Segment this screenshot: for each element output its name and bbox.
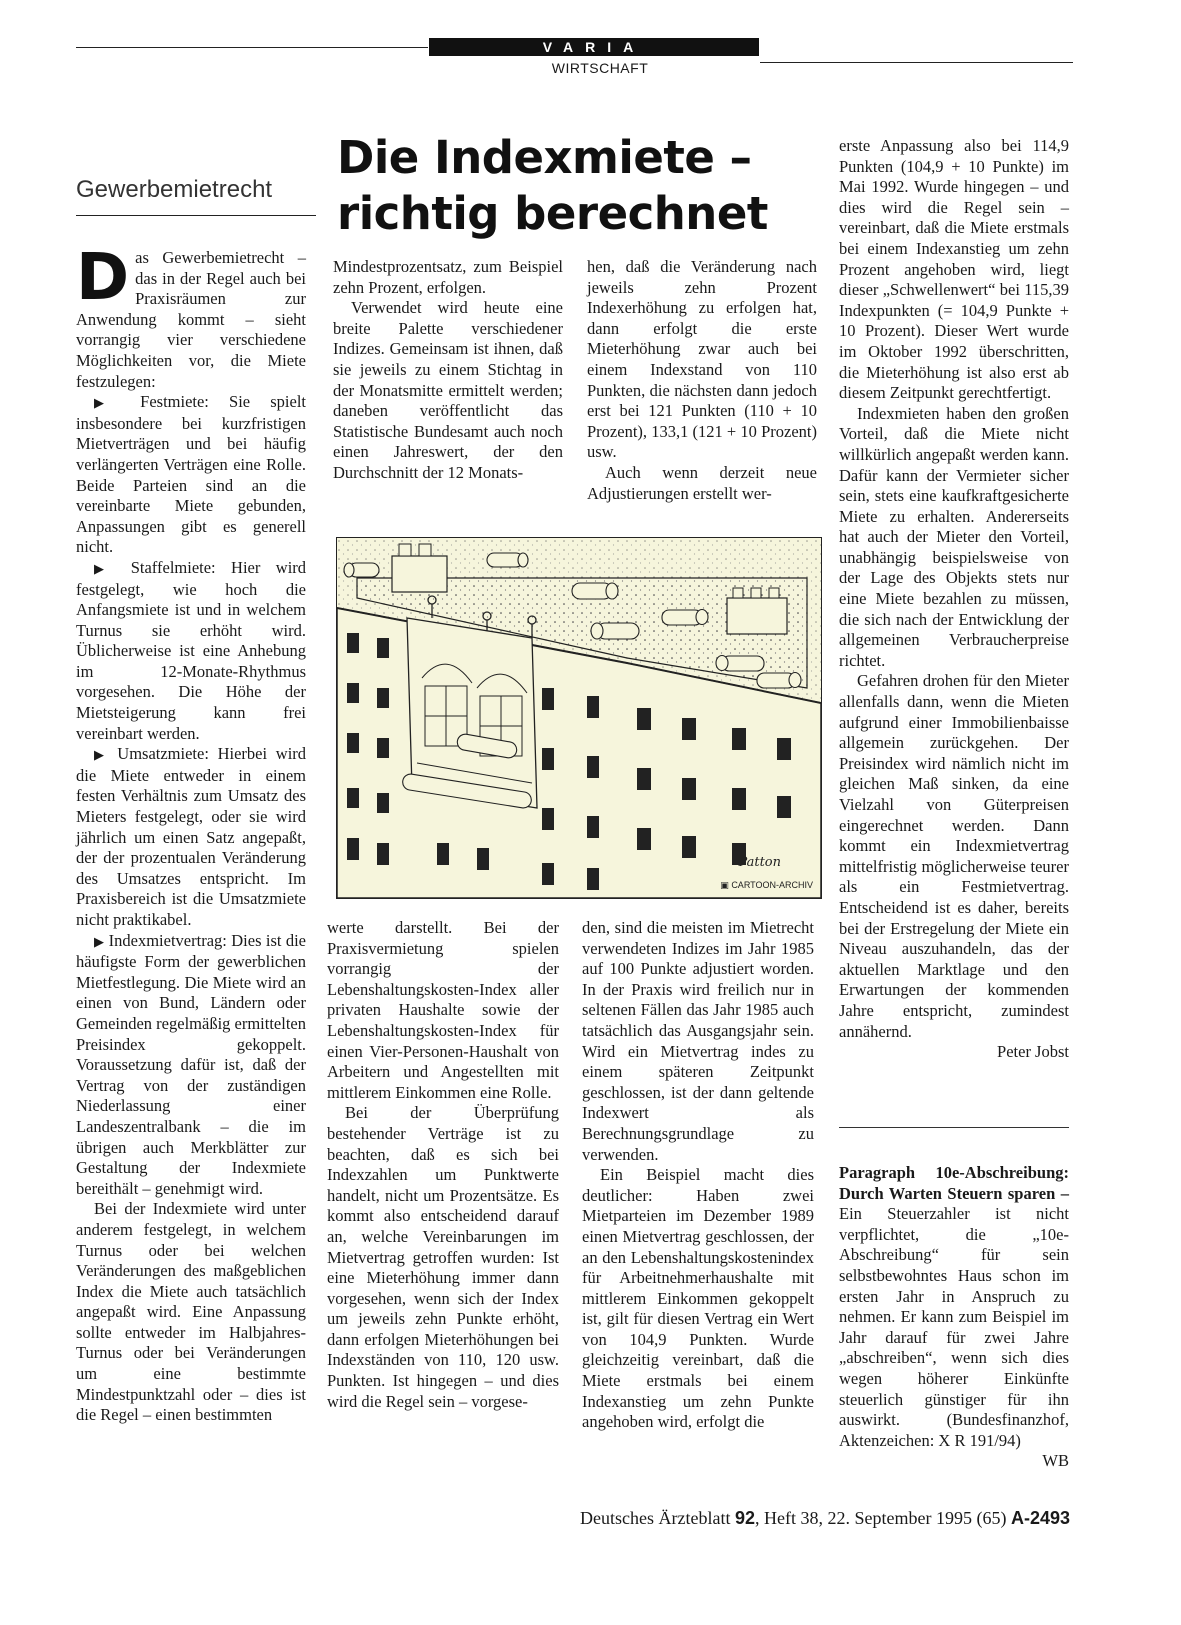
triangle-bullet-icon: ▶ [94, 933, 105, 949]
col1-paragraph-umsatzmiete: ▶ Umsatzmiete: Hierbei wird die Miete entweder in einem festen Verhältnis zum Umsatz des Mieters festgelegt, oder sie wird jährlich um einen Satz angepaßt, der der prozentualen Veränderung des Umsatzes entspricht. Im Praxisbereich ist die Umsatzmiete nicht praktikabel. [76, 744, 307, 929]
header-rule-left [76, 47, 428, 48]
triangle-bullet-icon: ▶ [94, 747, 109, 763]
col1-paragraph-staffelmiete: ▶ Staffelmiete: Hier wird festgelegt, wie hoch die Anfangsmiete ist und in welchem Turnus sie erhöht wird. Üblicherweise ist eine Anhebung im 12-Monate-Rhythmus vorgesehen. Die Höhe der Mietsteigerung kann frei vereinbart werden. [76, 557, 307, 743]
footer-issue: , Heft 38, 22. September 1995 (65) [755, 1508, 1011, 1528]
page-footer [530, 1508, 1070, 1529]
col4-paragraph-1: erste Anpassung also bei 114,9 Punkten (104,9 + 10 Punkte) im Mai 1992. Wurde hingegen – und dies wird die Regel sein – vereinbart, daß die Miete erstmals bei einem Indexanstieg um zehn Prozent angehoben wird, liegt dieser „Schwellenwert“ bei 115,39 Indexpunkten (= 104,9 Punkte + 10 Prozent). Dieser Wert wurde im Oktober 1992 überschritten, die Mieterhöhung ist also erst ab diesem Zeitpunkt gerechtfertigt. [839, 136, 1069, 403]
column-4 [839, 136, 1069, 1063]
news-brief [839, 1163, 1069, 1472]
col2-top-paragraph-1: Mindestprozentsatz, zum Beispiel zehn Prozent, erfolgen. [333, 257, 563, 297]
col1-paragraph-indexmiete: ▶ Indexmietvertrag: Dies ist die häufigste Form der gewerblichen Mietfestlegung. Die Miete wird an einen von Bund, Ländern oder Gemeinden regelmäßig ermittelten Preisindex gekoppelt. Voraussetzung dafür ist, daß der Vertrag von der zuständigen Niederlassung einer Landeszentralbank – die im übrigen auch Merkblätter zur Gestaltung der Indexmiete bereithält – genehmigt wird. [76, 930, 307, 1198]
column-3-bottom [582, 918, 814, 1433]
headline [337, 130, 837, 242]
col3-bottom-paragraph-2: Ein Beispiel macht dies deutlicher: Haben zwei Mietparteien im Dezember 1989 einen Mietvertrag geschlossen, der an den Lebenshaltungskostenindex für Arbeitnehmerhaushalte mit mittlerem Einkommen gekoppelt ist, gilt für diesen Vertrag ein Wert von 104,9 Punkten. Wurde gleichzeitig vereinbart, daß die Miete erstmals bei einem Indexanstieg um zehn Punkte angehoben wird, erfolgt die [582, 1165, 814, 1432]
brief-text: Ein Steuerzahler ist nicht verpflichtet, die „10e-Abschreibung“ für sein selbstbewohntes Haus schon im ersten Jahr in Anspruch zu nehmen. Er kann zum Beispiel im Jahr darauf für zwei Jahre „abschreiben“, wenn sich dies wegen höherer Einkünfte steuerlich günstiger für ihn auswirkt. (Bundesfinanzhof, Aktenzeichen: X R 191/94) [839, 1204, 1069, 1450]
headline-line-2: richtig berechnet [337, 187, 768, 240]
column-1 [76, 241, 307, 1426]
col4-paragraph-2: Indexmieten haben den großen Vorteil, daß die Miete nicht willkürlich angepaßt werden kann. Dafür kann der Vermieter sicher sein, stets eine kaufkraftgesicherte Miete zu erhalten. Andererseits hat auch der Mieter den Vorteil, unabhängig beispielsweise von der Lage des Objekts stets nur eine Miete bezahlen zu müssen, die sich nach der Entwicklung der allgemeinen Verbraucherpreise richtet. [839, 403, 1069, 670]
col3-top-paragraph-1: hen, daß die Veränderung nach jeweils zehn Prozent Indexerhöhung zu erfolgen hat, dann erfolgt die erste Mieterhöhung zwar auch bei einem Indexstand von 110 Punkten, die nächsten dann jedoch erst bei 121 Punkten (110 + 10 Prozent), 133,1 (121 + 10 Prozent) usw. [587, 257, 817, 462]
cartoon-illustration [336, 537, 822, 899]
column-2-top [333, 257, 563, 484]
footer-page-number: A-2493 [1010, 1508, 1070, 1528]
col1-paragraph-festmiete: ▶ Festmiete: Sie spielt insbesondere bei kurzfristigen Mietverträgen und bei häufig verlängerten Verträgen eine Rolle. Beide Parteien sind an die vereinbarte Miete gebunden, Anpassungen gibt es generell nicht. [76, 392, 307, 557]
headline-line-1: Die Indexmiete – [337, 131, 752, 184]
column-3-top [587, 257, 817, 504]
triangle-bullet-icon: ▶ [94, 395, 121, 411]
footer-volume: 92 [734, 1508, 755, 1528]
brief-paragraph [839, 1163, 1069, 1451]
kicker: Gewerbemietrecht [76, 176, 273, 203]
col1-paragraph-6: Bei der Indexmiete wird unter anderem festgelegt, in welchem Turnus oder bei welchen Veränderungen des maßgeblichen Index die Miete auch tatsächlich angepaßt wird. Eine Anpassung sollte entweder im Halbjahres-Turnus oder bei Veränderungen um eine bestimmte Mindestpunktzahl oder – dies ist die Regel – einen bestimmten [76, 1199, 306, 1425]
drop-cap: D [76, 241, 130, 315]
cartoon-drawing [337, 538, 821, 898]
brief-separator [839, 1127, 1069, 1128]
archive-logo-icon: ▣ [720, 880, 729, 890]
brief-author: WB [1042, 1451, 1069, 1471]
col2-bottom-paragraph-1: werte darstellt. Bei der Praxisvermietung spielen vorrangig der Lebenshaltungskosten-Index aller privaten Haushalte sowie der Lebenshaltungskosten-Index für einen Vier-Personen-Haushalt von Arbeitern und Angestellten mit mittlerem Einkommen eine Rolle. [327, 918, 559, 1102]
col2-top-paragraph-2: Verwendet wird heute eine breite Palette verschiedener Indizes. Gemeinsam ist ihnen, daß sie jeweils zu einem Stichtag in der Monatsmitte ermittelt werden; daneben veröffentlicht das Statistische Bundesamt auch noch einen Jahreswert, der den Durchschnitt der 12 Monats- [333, 298, 563, 482]
column-2-bottom [327, 918, 559, 1412]
cartoon-credit: ▣ CARTOON-ARCHIV [720, 880, 813, 890]
col3-bottom-paragraph-1: den, sind die meisten im Mietrecht verwendeten Indizes im Jahr 1985 auf 100 Punkte adjustiert worden. In der Praxis wird freilich nur in seltenen Fällen das Jahr 1985 auch tatsächlich das Ausgangsjahr sein. Wird ein Mietvertrag indes zu einem späteren Zeitpunkt geschlossen, ist der dann geltende Indexwert als Berechnungsgrundlage zu verwenden. [582, 918, 814, 1164]
author-byline: Peter Jobst [997, 1042, 1069, 1062]
triangle-bullet-icon: ▶ [94, 560, 116, 576]
col3-top-paragraph-2: Auch wenn derzeit neue Adjustierungen erstellt wer- [587, 462, 817, 503]
rubric-label: WIRTSCHAFT [551, 60, 649, 76]
col2-bottom-paragraph-2: Bei der Überprüfung bestehender Verträge ist zu beachten, daß es sich bei Indexzahlen um Punktwerte handelt, nicht um Prozentsätze. Es kommt also entscheidend darauf an, welche Vereinbarungen im Mietvertrag getroffen wurden: Ist eine Mieterhöhung immer dann vorgesehen, wenn sich der Index um jeweils zehn Punkte erhöht, dann erfolgen Mieterhöhungen bei Indexständen von 110, 120 usw. Punkten. Ist hingegen – und dies wird die Regel sein – vorgese- [327, 1103, 559, 1411]
col1-paragraph-intro: Das Gewerbemietrecht – das in der Regel auch bei Praxisräumen zur Anwendung kommt – sieht vorrangig vier verschiedene Möglichkeiten vor, die Miete festzulegen: [76, 241, 306, 391]
brief-title: Paragraph 10e-Abschreibung: Durch Warten Steuern sparen – [839, 1163, 1069, 1203]
header-rule-right [760, 62, 1073, 63]
footer-journal: Deutsches Ärzteblatt [580, 1508, 735, 1528]
col4-paragraph-3: Gefahren drohen für den Mieter allenfalls dann, wenn die Mieten aufgrund einer Immobilienbaisse allgemein zurückgehen. Der Preisindex wird nämlich nicht im gleichen Maß sinken, da eine Vielzahl von Güterpreisen eingerechnet werden. Dann kommt ein Indexmietvertrag mittelfristig möglicherweise teurer als ein Festmietvertrag. Entscheidend ist es daher, bereits bei der Erstregelung der Miete ein Niveau auszuhandeln, das der aktuellen Marktlage und den Erwartungen der kommenden Jahre entspricht, zumindest annähernd. [839, 671, 1069, 1041]
cartoon-signature: Patton [738, 855, 781, 870]
section-banner: VARIA [429, 38, 759, 56]
kicker-rule [76, 215, 316, 216]
